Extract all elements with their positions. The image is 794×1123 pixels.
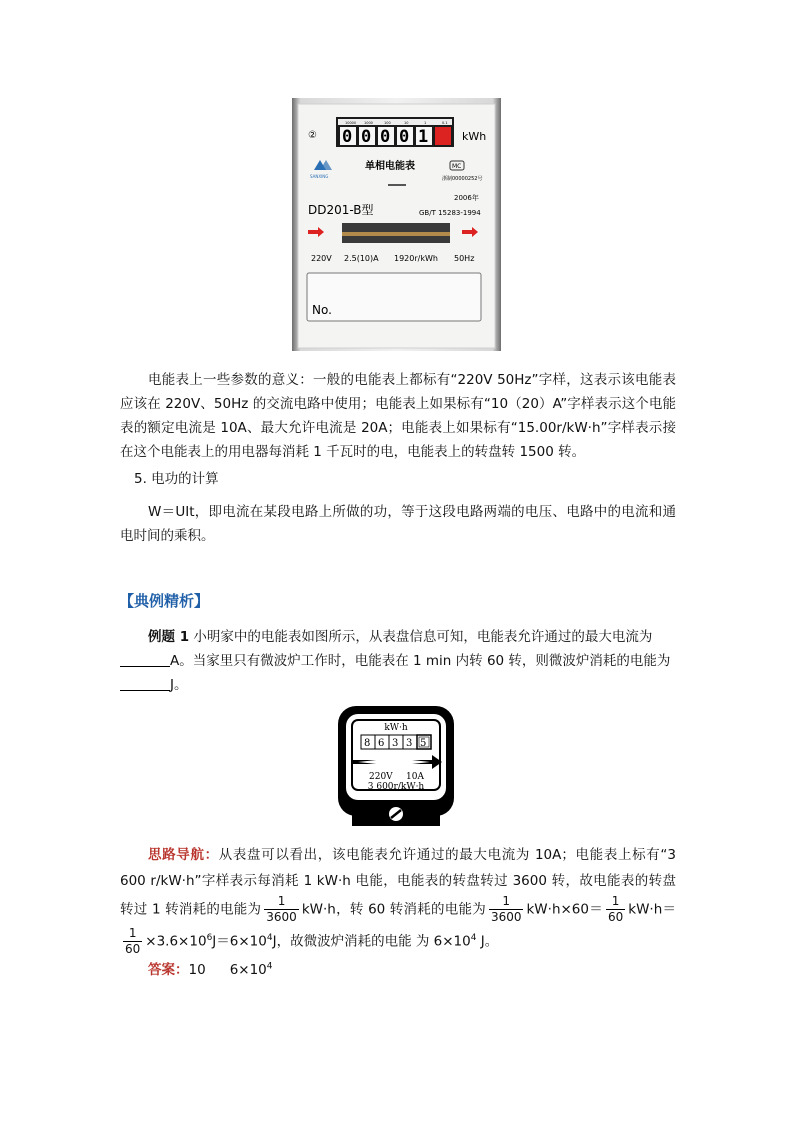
- svg-text:0: 0: [361, 127, 372, 147]
- svg-text:1000: 1000: [364, 121, 373, 125]
- meter-icon-voltage: 220V: [369, 772, 393, 782]
- fraction: $\frac{1}{60}$: [607, 894, 624, 924]
- svg-text:6: 6: [378, 738, 385, 749]
- svg-text:1: 1: [424, 121, 427, 125]
- example-section-heading: 【典例精析】: [119, 592, 210, 610]
- meter-photo-unit: kWh: [462, 130, 487, 143]
- svg-text:MC: MC: [452, 163, 462, 170]
- svg-text:10000: 10000: [345, 121, 357, 125]
- fraction: $\frac{1}{60}$: [125, 926, 141, 956]
- meter-photo-no: No.: [312, 303, 332, 317]
- svg-text:0: 0: [399, 127, 410, 147]
- svg-text:1: 1: [418, 127, 429, 147]
- svg-text:3: 3: [392, 738, 399, 749]
- answer-blank-2[interactable]: [120, 676, 170, 691]
- meter-icon-current: 10A: [406, 772, 424, 782]
- svg-text:50Hz: 50Hz: [454, 254, 475, 263]
- svg-text:0.1: 0.1: [442, 121, 448, 125]
- paragraph-electric-work: W＝UIt，即电流在某段电路上所做的功，等于这段电路两端的电压、电路中的电流和通电时间的乘积。: [120, 504, 676, 544]
- svg-text:220V: 220V: [311, 254, 332, 263]
- example-question: 例题 1 小明家中的电能表如图所示，从表盘信息可知，电能表允许通过的最大电流为 A。当家里只有微波炉工作时，电能表在 1 min 内转 60 转，则微波炉消耗的电能为 J。: [120, 625, 676, 697]
- svg-text:3: 3: [406, 738, 413, 749]
- meter-photo-title: 单相电能表: [365, 161, 415, 172]
- meter-photo-cert: 浙制00000252号: [442, 176, 483, 182]
- svg-text:0: 0: [342, 127, 353, 147]
- meter-icon-unit: kW·h: [384, 723, 408, 733]
- svg-text:1920r/kWh: 1920r/kWh: [394, 254, 438, 263]
- meter-diagram: [334, 704, 458, 828]
- meter-icon-rev: 3 600r/kW·h: [367, 782, 425, 792]
- svg-text:0: 0: [380, 127, 391, 147]
- analysis-paragraph: 思路导航：从表盘可以看出，该电能表允许通过的最大电流为 10A；电能表上标有“3 600 r/kW·h”字样表示每消耗 1 kW·h 电能，电能表的转盘转过 3600 转，故电能表的转盘转过 1 转消耗的电能为 $\frac{1}{3600}$ kW·h，转 60 转消耗的电能为 $\frac{1}{3600}$ kW·h×60＝ $\frac{1}{60}$ kW·h＝ $\frac{1}{60}$ $\times 3.6\times 10^6J=6\times 10^4J$，故微波炉消耗的电能 为 $6\times 10^4$ J。: [120, 847, 676, 956]
- section-heading-5: 5. 电功的计算: [134, 471, 219, 487]
- analysis-label: 思路导航：: [148, 847, 219, 863]
- example-label: 例题 1: [148, 629, 190, 645]
- meter-photo-index: ②: [308, 130, 317, 141]
- answer-label: 答案：: [148, 962, 189, 978]
- answer-value-2: 6×10: [229, 962, 267, 978]
- fraction: $\frac{1}{3600}$: [266, 894, 297, 924]
- answer-line: 答案：10 $6\times 10^4$: [148, 961, 273, 978]
- electric-meter-photo: [292, 98, 501, 351]
- paragraph-meter-params: 电能表上一些参数的意义：一般的电能表上都标有“220V 50Hz”字样，这表示该电能表应该在 220V、50Hz 的交流电路中使用；电能表上如果标有“10（20）A”字样表示这个电能表的额定电流是 10A、最大允许电流是 20A；电能表上如果标有“15.00r/kW·h”字样表示接在这个电能表上的用电器每消耗 1 千瓦时的电，电能表上的转盘转 1500 转。: [120, 372, 676, 460]
- answer-value-1: 10: [188, 962, 206, 978]
- answer-blank-1[interactable]: [120, 652, 170, 667]
- fraction: $\frac{1}{3600}$: [490, 894, 522, 924]
- svg-text:SANXING: SANXING: [310, 174, 329, 179]
- meter-photo-year: 2006年: [454, 194, 479, 202]
- svg-text:100: 100: [384, 121, 391, 125]
- svg-text:10: 10: [404, 121, 409, 125]
- meter-photo-standard: GB/T 15283-1994: [419, 209, 481, 217]
- svg-text:2.5(10)A: 2.5(10)A: [344, 254, 379, 263]
- svg-text:5: 5: [420, 738, 427, 749]
- svg-text:8: 8: [364, 738, 371, 749]
- meter-photo-multipliers: [338, 119, 452, 125]
- meter-photo-model: DD201-B型: [308, 203, 374, 217]
